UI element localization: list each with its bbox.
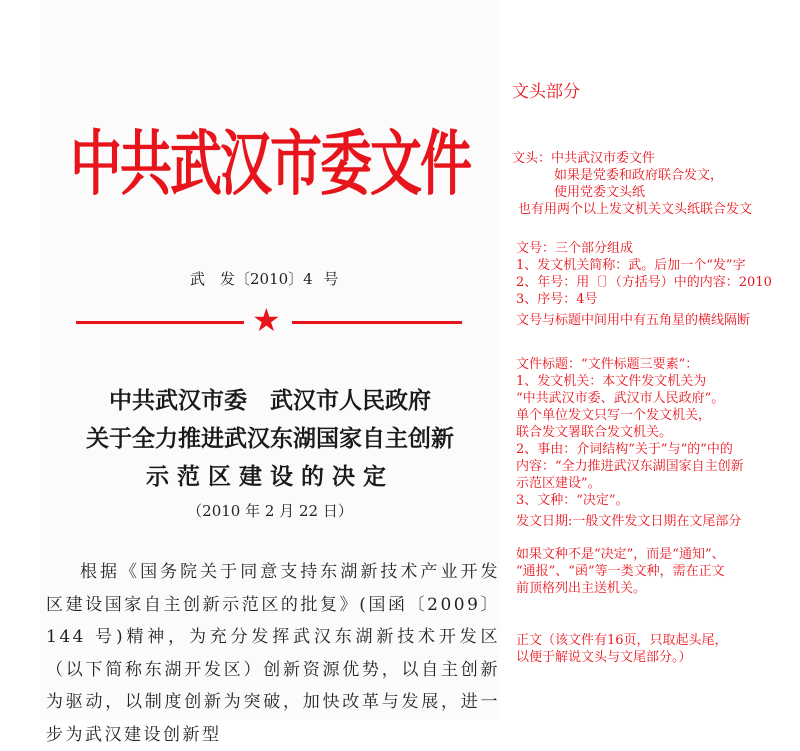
- annotation-line: 单个单位发文只写一个发文机关，: [516, 408, 712, 423]
- document-title-type: 示范区建设的决定: [146, 464, 394, 490]
- annotation-line: 发文日期:一般文件发文日期在文尾部分: [516, 514, 742, 529]
- annotation-line: 如果文种不是“决定”，而是“通知”、: [516, 547, 725, 562]
- annotation-line: 示范区建设”。: [516, 476, 601, 491]
- annotation-line: 也有用两个以上发文机关文头纸联合发文: [518, 202, 753, 217]
- document-title-issuer: 中共武汉市委 武汉市人民政府: [109, 388, 431, 414]
- annotation-line: 以便于解说文头与文尾部分。）: [516, 650, 692, 665]
- annotation-line: 3、文种：“决定”。: [516, 493, 629, 508]
- annotation-doc-number: [516, 240, 772, 329]
- annotation-line: 如果是党委和政府联合发文，: [554, 168, 724, 183]
- annotation-line: 2、事由：介词结构“关于”与“的”中的: [516, 442, 733, 457]
- document-title-subject: 关于全力推进武汉东湖国家自主创新: [86, 426, 454, 452]
- annotation-line: “中共武汉市委、武汉市人民政府”。: [516, 391, 725, 406]
- annotation-heading: 文头部分: [512, 82, 580, 102]
- body-paragraph: 根据《国务院关于同意支持东湖新技术产业开发区建设国家自主创新示范区的批复》(国函〔2009〕144 号)精神，为充分发挥武汉东湖新技术开发区（以下简称东湖开发区）创新资源优势，以自主创新为驱动，以制度创新为突破，加快改革与发展，进一步为武汉建设创新型: [46, 562, 500, 745]
- annotation-line: 文号与标题中间用中有五角星的横线隔断: [516, 313, 751, 328]
- annotation-line: 文件标题：“文件标题三要素”：: [516, 357, 699, 372]
- annotation-line: 1、发文机关简称：武。后加一个“发”字: [516, 258, 746, 273]
- annotation-addressee: [516, 546, 725, 597]
- annotation-line: 1、发文机关：本文件发文机关为: [516, 374, 707, 389]
- document-number: 武 发〔2010〕4 号: [190, 270, 339, 288]
- annotation-header: [512, 150, 752, 218]
- document-body: [46, 556, 500, 751]
- annotation-body-note: [516, 632, 728, 666]
- annotation-line: 联合发文署联合发文机关。: [516, 425, 673, 440]
- star-icon: ★: [252, 301, 281, 339]
- separator-line-left: [76, 321, 244, 324]
- separator-line-right: [292, 321, 462, 324]
- annotation-line: 前顶格列出主送机关。: [516, 581, 647, 596]
- annotation-line: 内容：“全力推进武汉东湖国家自主创新: [516, 459, 744, 474]
- annotation-line: 正文（该文件有16页，只取起头尾，: [516, 633, 728, 648]
- document-date: （2010 年 2 月 22 日）: [187, 502, 353, 520]
- annotation-line: 使用党委文头纸: [554, 185, 646, 200]
- annotation-line: 文头：中共武汉市委文件: [512, 151, 656, 166]
- annotation-line: “通报”、“函”等一类文种，需在正文: [516, 564, 725, 579]
- masthead-title: 中共武汉市委文件: [70, 124, 471, 206]
- annotation-line: 2、年号：用〔〕（方括号）中的内容：2010: [516, 275, 772, 290]
- annotation-line: 文号：三个部分组成: [516, 241, 634, 256]
- annotation-line: 3、序号：4号: [516, 292, 598, 307]
- annotation-title: [516, 356, 744, 530]
